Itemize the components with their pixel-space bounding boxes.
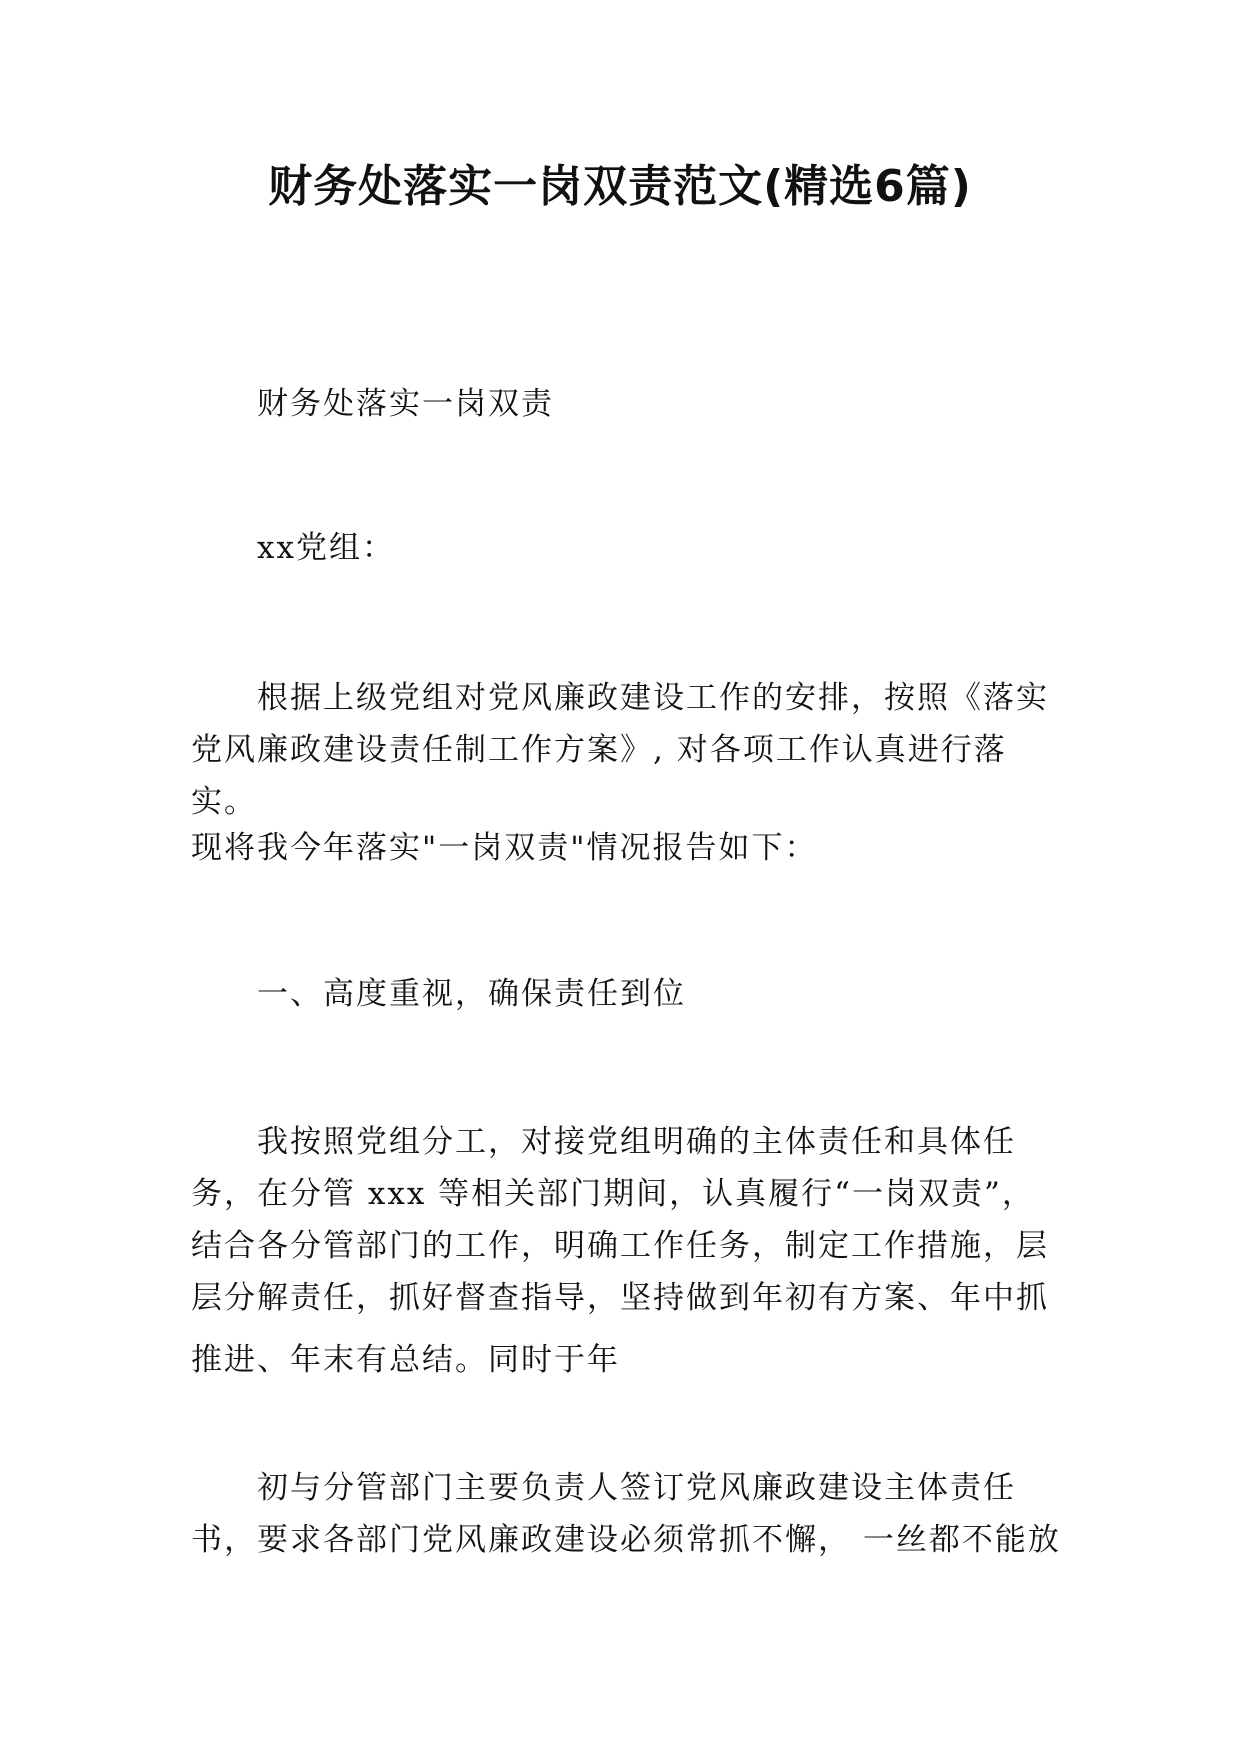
paragraph-line: 党风廉政建设责任制工作方案》, 对各项工作认真进行落 (191, 732, 1007, 768)
paragraph-line: 根据上级党组对党风廉政建设工作的安排，按照《落实 (257, 680, 1049, 716)
paragraph-line: 我按照党组分工，对接党组明确的主体责任和具体任 (257, 1124, 1016, 1160)
paragraph-3 (191, 1116, 1063, 1386)
paragraph-line: 推进、年末有总结。同时于年 (191, 1342, 620, 1378)
salutation (191, 522, 1063, 574)
document-heading (191, 378, 1063, 430)
paragraph-line: 实。 (191, 784, 257, 820)
paragraph-4 (191, 1462, 1063, 1566)
document-title: 财务处落实一岗双责范文(精选6篇) (268, 161, 972, 212)
paragraph-line: 务，在分管 xxx 等相关部门期间，认真履行“一岗双责”， (191, 1176, 1035, 1212)
paragraph-line: 现将我今年落实"一岗双责"情况报告如下： (191, 830, 818, 866)
paragraph-line: 结合各分管部门的工作，明确工作任务，制定工作措施，层 (191, 1228, 1049, 1264)
section-heading-1 (191, 968, 1063, 1020)
salutation-text: xx党组： (257, 530, 395, 566)
paragraph-line: 层分解责任，抓好督查指导，坚持做到年初有方案、年中抓 (191, 1280, 1049, 1316)
section-heading-text: 一、高度重视，确保责任到位 (257, 976, 686, 1012)
paragraph-2 (191, 822, 1063, 874)
paragraph-line: 初与分管部门主要负责人签订党风廉政建设主体责任 (257, 1470, 1016, 1506)
paragraph-1 (191, 672, 1063, 828)
paragraph-line: 书，要求各部门党风廉政建设必须常抓不懈， 一丝都不能放 (191, 1522, 1061, 1558)
heading-text: 财务处落实一岗双责 (257, 386, 554, 422)
